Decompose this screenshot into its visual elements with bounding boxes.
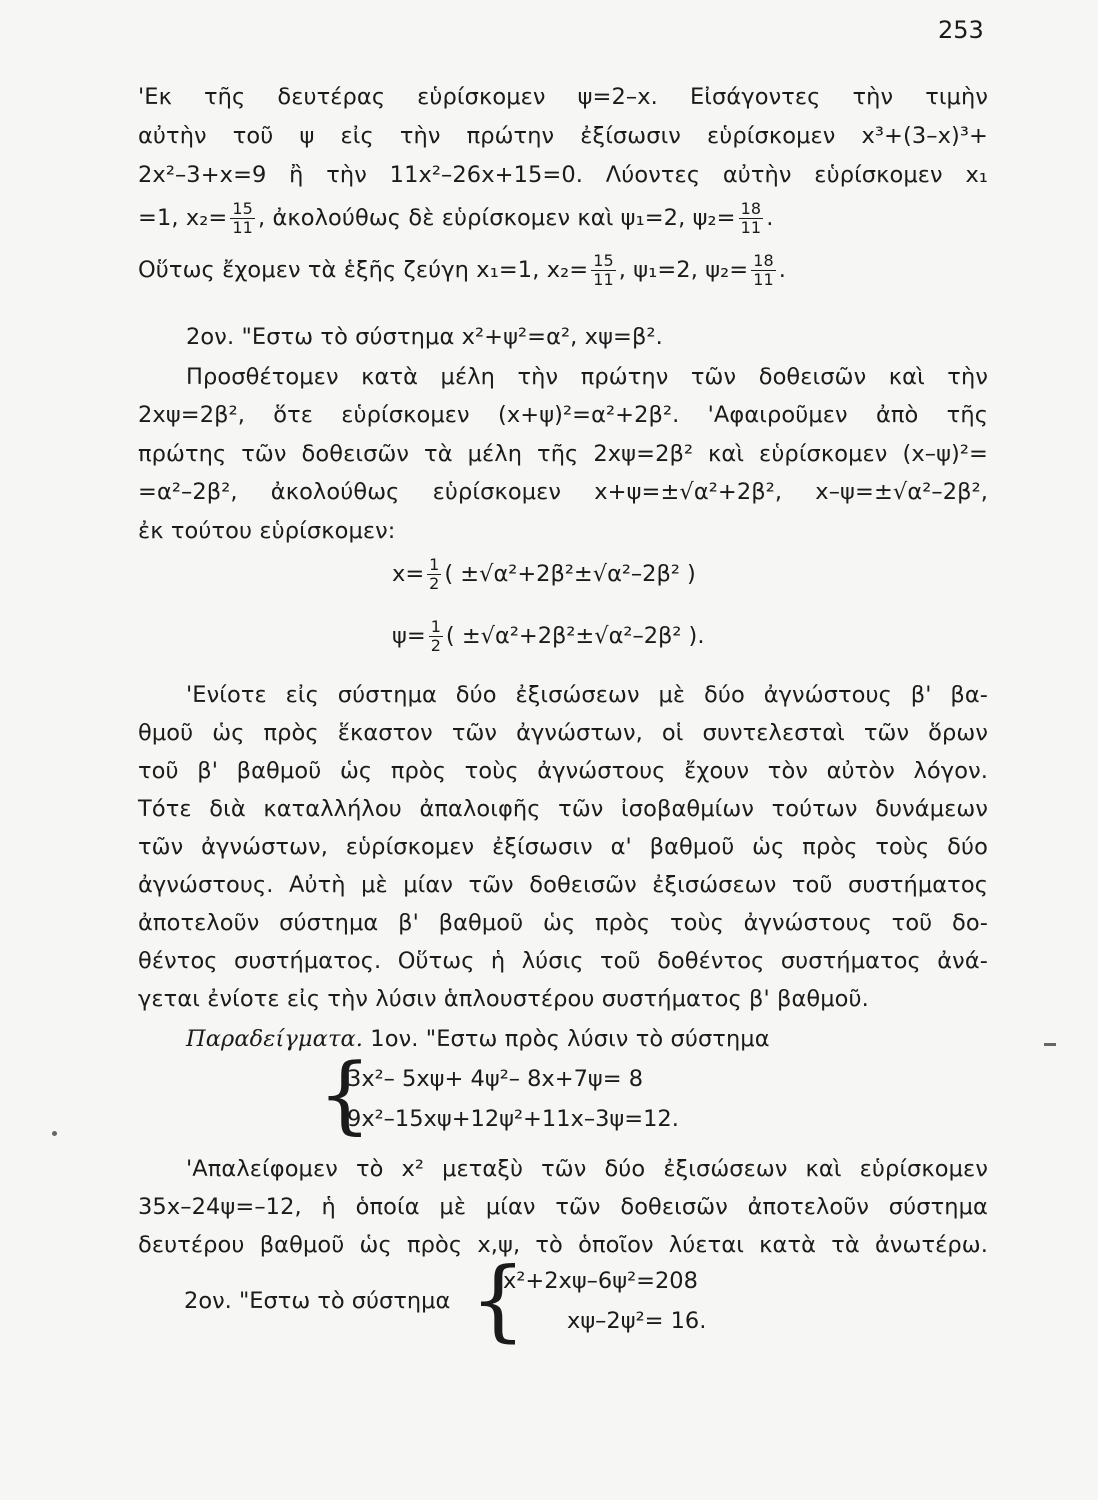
text-fragment: Οὕτως ἔχομεν τὰ ἑξῆς ζεύγη x₁=1, x₂= (138, 257, 589, 283)
system2-equation: xψ–2ψ²= 16. (567, 1308, 707, 1334)
text-line: αὐτὴν τοῦ ψ εἰς τὴν πρώτην ἐξίσωσιν εὑρίσκομεν x³+(3–x)³+ (138, 123, 988, 149)
text-line-fractions (138, 198, 988, 238)
text-line: ἀποτελοῦν σύστημα β' βαθμοῦ ὡς πρὸς τοὺς ἀγνώστους τοῦ δο- (138, 910, 988, 936)
text-line: ἀγνώστους. Αὐτὴ μὲ μίαν τῶν δοθεισῶν ἐξισώσεων τοῦ συστήματος (138, 872, 988, 898)
text-line: Προσθέτομεν κατὰ μέλη τὴν πρώτην τῶν δοθεισῶν καὶ τὴν (186, 364, 988, 390)
fraction (591, 252, 616, 289)
fraction-denominator: 2 (429, 574, 440, 593)
scan-mark (52, 1131, 57, 1136)
fraction-numerator: 18 (753, 251, 774, 270)
text-line: γεται ἐνίοτε εἰς τὴν λύσιν ἁπλουστέρου συστήματος β' βαθμοῦ. (138, 986, 869, 1012)
text-line: 'Ενίοτε εἰς σύστημα δύο ἐξισώσεων μὲ δύο ἀγνώστους β' βα- (186, 682, 988, 708)
fraction (751, 252, 776, 289)
text-line: Τότε διὰ καταλλήλου ἀπαλοιφῆς τῶν ἰσοβαθμίων τούτων δυνάμεων (138, 796, 988, 822)
text-line: θμοῦ ὡς πρὸς ἕκαστον τῶν ἀγνώστων, οἱ συντελεσταὶ τῶν ὅρων (138, 720, 988, 746)
text-line: θέντος συστήματος. Οὕτως ἡ λύσις τοῦ δοθέντος συστήματος ἀνά- (138, 948, 988, 974)
fraction (427, 556, 441, 593)
left-brace: { (318, 1045, 372, 1143)
fraction-denominator: 2 (430, 636, 441, 655)
fraction-numerator: 1 (430, 617, 441, 636)
examples-heading (186, 1024, 1036, 1054)
system2-label: 2ον. "Εστω τὸ σύστημα (184, 1288, 451, 1314)
text-fragment: , ἀκολούθως δὲ εὑρίσκομεν καὶ ψ₁=2, ψ₂= (257, 205, 736, 231)
text-fragment: . (778, 257, 787, 283)
text-line: 'Απαλείφομεν τὸ x² μεταξὺ τῶν δύο ἐξισώσεων καὶ εὑρίσκομεν (186, 1156, 988, 1182)
text-line: δευτέρου βαθμοῦ ὡς πρὸς x,ψ, τὸ ὁποῖον λύεται κατὰ τὰ ἀνωτέρω. (138, 1232, 988, 1258)
text-line: 2xψ=2β², ὅτε εὑρίσκομεν (x+ψ)²=α²+2β². 'Αφαιροῦμεν ἀπὸ τῆς (138, 402, 988, 428)
text-fragment: . (766, 205, 774, 231)
text-line: τῶν ἀγνώστων, εὑρίσκομεν ἐξίσωσιν α' βαθμοῦ ὡς πρὸς τοὺς δύο (138, 834, 988, 860)
examples-heading-italic: Παραδείγματα. (186, 1026, 364, 1052)
left-brace: { (470, 1248, 526, 1351)
text-line: =α²–2β², ἀκολούθως εὑρίσκομεν x+ψ=±√α²+2β², x–ψ=±√α²–2β², (138, 479, 988, 505)
system2-equation: x²+2xψ–6ψ²=208 (503, 1268, 698, 1294)
fraction (230, 200, 255, 237)
fraction-numerator: 18 (740, 199, 762, 218)
fraction-numerator: 1 (429, 555, 440, 574)
formula-psi (392, 614, 704, 658)
system1-equation: 9x²–15xψ+12ψ²+11x–3ψ=12. (347, 1106, 679, 1132)
text-line: πρώτης τῶν δοθεισῶν τὰ μέλη τῆς 2xψ=2β² καὶ εὑρίσκομεν (x–ψ)²= (138, 441, 988, 467)
formula-x (392, 552, 696, 596)
text-line: 'Εκ τῆς δευτέρας εὑρίσκομεν ψ=2–x. Εἰσάγοντες τὴν τιμὴν (138, 84, 988, 110)
formula-body: ( ±√α²+2β²±√α²–2β² ) (444, 561, 696, 587)
scan-mark (1044, 1043, 1056, 1046)
text-line: 2x²–3+x=9 ἢ τὴν 11x²–26x+15=0. Λύοντες αὐτὴν εὑρίσκομεν x₁ (138, 162, 988, 188)
fraction-denominator: 11 (740, 218, 762, 237)
text-fragment: =1, x₂= (138, 205, 228, 231)
text-line: τοῦ β' βαθμοῦ ὡς πρὸς τοὺς ἀγνώστους ἔχουν τὸν αὐτὸν λόγον. (138, 758, 988, 784)
formula-lhs: ψ= (392, 623, 426, 649)
formula-body: ( ±√α²+2β²±√α²–2β² ). (445, 623, 705, 649)
fraction-numerator: 15 (593, 251, 614, 270)
text-line: 35x–24ψ=–12, ἡ ὁποία μὲ μίαν τῶν δοθεισῶν ἀποτελοῦν σύστημα (138, 1194, 988, 1220)
fraction (739, 200, 764, 237)
text-line: ἐκ τούτου εὑρίσκομεν: (138, 518, 396, 544)
fraction (429, 618, 443, 655)
system1-equation: 3x²– 5xψ+ 4ψ²– 8x+7ψ= 8 (347, 1066, 644, 1092)
formula-lhs: x= (392, 561, 425, 587)
text-fragment: , ψ₁=2, ψ₂= (618, 257, 749, 283)
text-line-fractions (138, 250, 988, 290)
fraction-denominator: 11 (232, 218, 253, 237)
page-number: 253 (938, 16, 984, 44)
examples-heading-text: 1ον. "Εστω πρὸς λύσιν τὸ σύστημα (363, 1026, 770, 1052)
fraction-denominator: 11 (593, 270, 614, 289)
fraction-denominator: 11 (753, 270, 774, 289)
fraction-numerator: 15 (232, 199, 253, 218)
text-line: 2ον. "Εστω τὸ σύστημα x²+ψ²=α², xψ=β². (186, 324, 663, 350)
